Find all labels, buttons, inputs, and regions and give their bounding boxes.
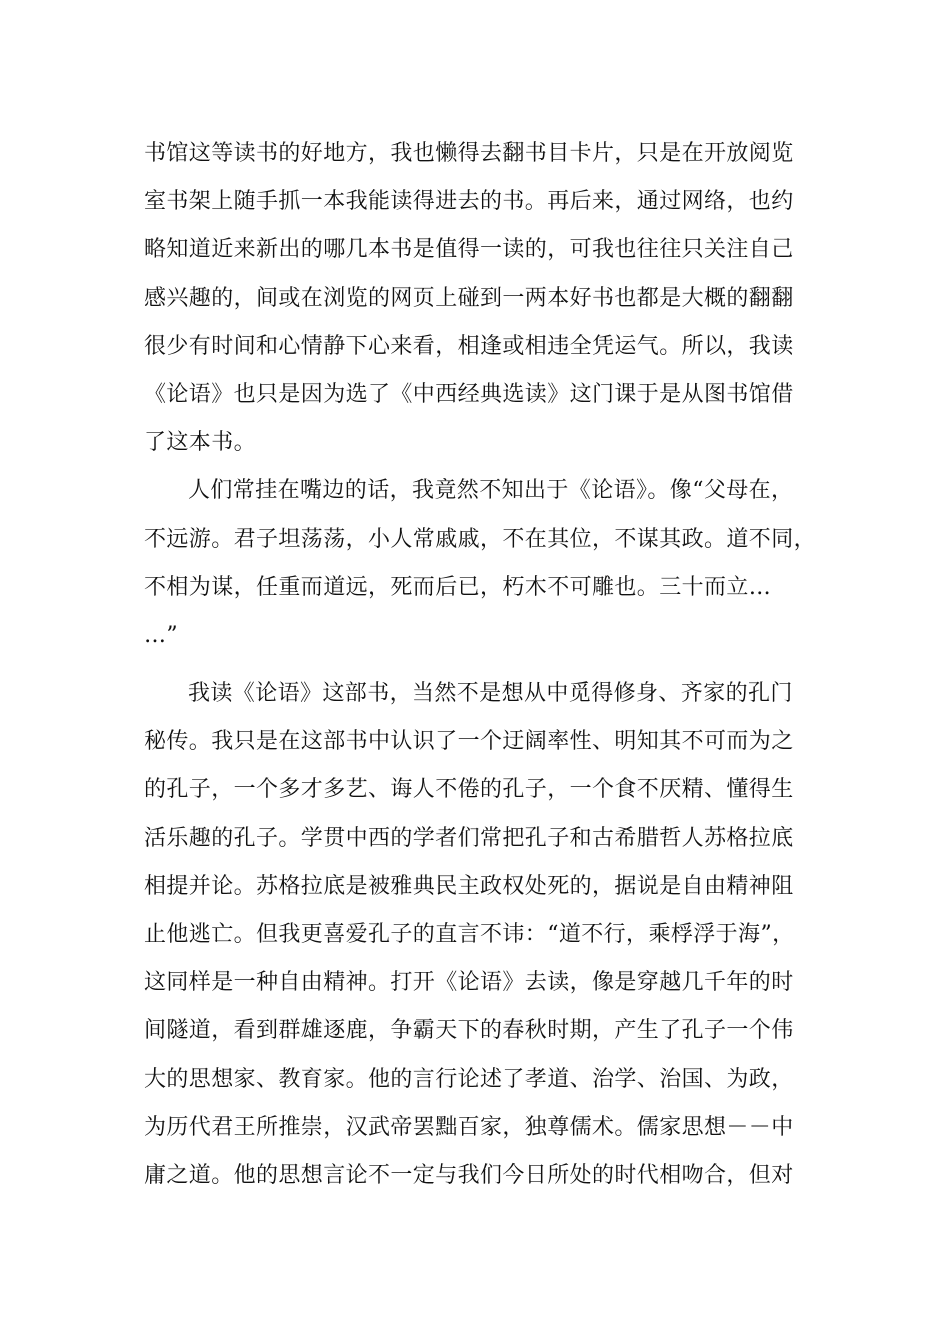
paragraph-gap <box>144 660 844 670</box>
text-line: 人们常挂在嘴边的话，我竟然不知出于《论语》。像“父母在， <box>188 478 794 504</box>
text-line: 相提并论。苏格拉底是被雅典民主政权处死的，据说是自由精神阻 <box>144 873 794 899</box>
text-line: 感兴趣的，间或在浏览的网页上碰到一两本好书也都是大概的翻翻 <box>144 285 794 311</box>
text-line: …” <box>144 622 179 648</box>
text-line: 活乐趣的孔子。学贯中西的学者们常把孔子和古希腊哲人苏格拉底 <box>144 825 794 851</box>
text-line: 庸之道。他的思想言论不一定与我们今日所处的时代相吻合，但对 <box>144 1162 794 1188</box>
text-line: 这同样是一种自由精神。打开《论语》去读，像是穿越几千年的时 <box>144 970 794 996</box>
text-line: 不相为谋，任重而道远，死而后已，朽木不可雕也。三十而立… <box>144 574 772 600</box>
text-line: 很少有时间和心情静下心来看，相逢或相违全凭运气。所以，我读 <box>144 333 794 359</box>
text-line: 室书架上随手抓一本我能读得进去的书。再后来，通过网络，也约 <box>144 189 794 215</box>
text-line: 书馆这等读书的好地方，我也懒得去翻书目卡片，只是在开放阅览 <box>144 141 794 166</box>
text-line: 《论语》也只是因为选了《中西经典选读》这门课于是从图书馆借 <box>144 381 794 407</box>
text-line: 我读《论语》这部书，当然不是想从中觅得修身、齐家的孔门 <box>188 681 793 707</box>
text-line: 的孔子，一个多才多艺、诲人不倦的孔子，一个食不厌精、懂得生 <box>144 777 794 803</box>
text-line: 为历代君王所推崇，汉武帝罢黜百家，独尊儒术。儒家思想－－中 <box>144 1114 794 1140</box>
text-line: 略知道近来新出的哪几本书是值得一读的，可我也往往只关注自己 <box>144 237 794 263</box>
document-body <box>144 130 844 1200</box>
text-line: 不远游。君子坦荡荡，小人常戚戚，不在其位，不谋其政。道不同， <box>144 526 817 552</box>
text-line: 大的思想家、教育家。他的言行论述了孝道、治学、治国、为政， <box>144 1066 794 1092</box>
text-line: 止他逃亡。但我更喜爱孔子的直言不讳：“道不行，乘桴浮于海”， <box>144 922 795 947</box>
text-line: 间隧道，看到群雄逐鹿，争霸天下的春秋时期，产生了孔子一个伟 <box>144 1018 794 1044</box>
text-line: 了这本书。 <box>144 430 257 456</box>
text-line: 秘传。我只是在这部书中认识了一个迂阔率性、明知其不可而为之 <box>144 729 794 755</box>
